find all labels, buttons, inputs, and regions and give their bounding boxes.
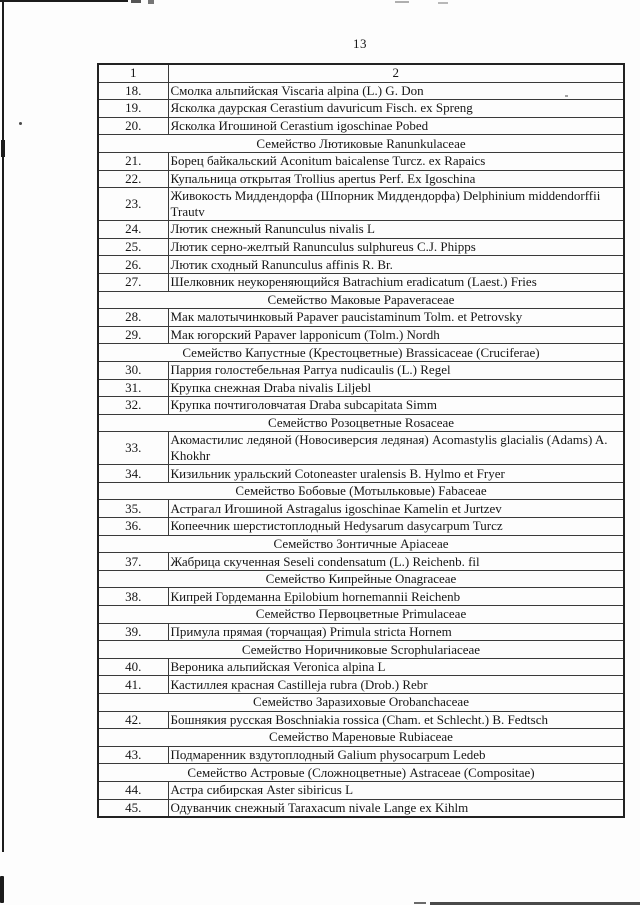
species-name-cell: Крупка почтиголовчатая Draba subcapitata Simm bbox=[168, 397, 624, 415]
species-name-cell: Примула прямая (торчащая) Primula stricta Hornem bbox=[168, 623, 624, 641]
species-row bbox=[98, 465, 624, 483]
species-number-cell: 24. bbox=[98, 221, 168, 239]
species-number-cell: 32. bbox=[98, 397, 168, 415]
family-row bbox=[98, 535, 624, 553]
species-name-cell: Бошнякия русская Boschniakia rossica (Cham. et Schlecht.) B. Fedtsch bbox=[168, 711, 624, 729]
scan-left-edge-blot bbox=[1, 140, 5, 157]
species-name-cell: Мак малотычинковый Papaver paucistaminum Tolm. et Petrovsky bbox=[168, 309, 624, 327]
species-name-cell: Борец байкальский Aconitum baicalense Turcz. ex Rapaics bbox=[168, 152, 624, 170]
species-name-cell: Купальница открытая Trollius apertus Perf. Ex Igoschina bbox=[168, 170, 624, 188]
family-row bbox=[98, 414, 624, 432]
column-header-1: 1 bbox=[98, 64, 168, 82]
species-name-cell: Живокость Миддендорфа (Шпорник Миддендорфа) Delphinium middendorffii Trautv bbox=[168, 188, 624, 221]
species-name-cell: Вероника альпийская Veronica alpina L bbox=[168, 658, 624, 676]
species-number-cell: 22. bbox=[98, 170, 168, 188]
species-number-cell: 30. bbox=[98, 361, 168, 379]
species-row bbox=[98, 711, 624, 729]
species-number-cell: 43. bbox=[98, 746, 168, 764]
species-row bbox=[98, 117, 624, 135]
species-row bbox=[98, 82, 624, 100]
species-number-cell: 38. bbox=[98, 588, 168, 606]
species-row bbox=[98, 152, 624, 170]
species-number-cell: 44. bbox=[98, 781, 168, 799]
family-row bbox=[98, 482, 624, 500]
species-row bbox=[98, 623, 624, 641]
family-header-cell: Семейство Астровые (Сложноцветные) Astraceae (Compositae) bbox=[98, 764, 624, 782]
species-name-cell: Лютик сходный Ranunculus affinis R. Br. bbox=[168, 256, 624, 274]
species-number-cell: 28. bbox=[98, 309, 168, 327]
species-number-cell: 45. bbox=[98, 799, 168, 817]
scan-smudge bbox=[395, 1, 409, 3]
page-number: 13 bbox=[353, 36, 367, 51]
scan-top-edge-line bbox=[0, 0, 128, 2]
scan-top-tick-mark bbox=[148, 0, 154, 4]
family-header-cell: Семейство Маковые Papaveraceae bbox=[98, 291, 624, 309]
scan-speck bbox=[565, 95, 568, 97]
species-row bbox=[98, 518, 624, 536]
species-row bbox=[98, 676, 624, 694]
species-row bbox=[98, 100, 624, 118]
species-name-cell: Кастиллея красная Castilleja rubra (Drob.) Rebr bbox=[168, 676, 624, 694]
family-header-cell: Семейство Заразиховые Orobanchaceae bbox=[98, 694, 624, 712]
species-table bbox=[97, 63, 625, 818]
species-name-cell: Лютик серно-желтый Ranunculus sulphureus C.J. Phipps bbox=[168, 238, 624, 256]
scan-speck bbox=[19, 122, 22, 125]
species-row bbox=[98, 781, 624, 799]
species-number-cell: 36. bbox=[98, 518, 168, 536]
species-number-cell: 34. bbox=[98, 465, 168, 483]
family-row bbox=[98, 694, 624, 712]
species-name-cell: Жабрица скученная Seseli condensatum (L.) Reichenb. fil bbox=[168, 553, 624, 571]
species-number-cell: 41. bbox=[98, 676, 168, 694]
species-name-cell: Астрагал Игошиной Astragalus igoschinae Kamelin et Jurtzev bbox=[168, 500, 624, 518]
species-name-cell: Акомастилис ледяной (Новосиверсия ледяная) Acomastylis glacialis (Adams) A. Khokhr bbox=[168, 432, 624, 465]
family-row bbox=[98, 291, 624, 309]
species-number-cell: 19. bbox=[98, 100, 168, 118]
species-row bbox=[98, 273, 624, 291]
species-name-cell: Мак югорский Papaver lapponicum (Tolm.) Nordh bbox=[168, 326, 624, 344]
species-row bbox=[98, 746, 624, 764]
species-number-cell: 35. bbox=[98, 500, 168, 518]
species-name-cell: Шелковник неукореняющийся Batrachium eradicatum (Laest.) Fries bbox=[168, 273, 624, 291]
scan-top-tick-mark bbox=[131, 0, 141, 3]
species-name-cell: Астра сибирская Aster sibiricus L bbox=[168, 781, 624, 799]
species-row bbox=[98, 553, 624, 571]
family-header-cell: Семейство Мареновые Rubiaceae bbox=[98, 729, 624, 747]
family-header-cell: Семейство Кипрейные Onagraceae bbox=[98, 570, 624, 588]
species-row bbox=[98, 326, 624, 344]
species-row bbox=[98, 361, 624, 379]
family-row bbox=[98, 641, 624, 659]
species-number-cell: 42. bbox=[98, 711, 168, 729]
species-name-cell: Одуванчик снежный Taraxacum nivale Lange ex Kihlm bbox=[168, 799, 624, 817]
species-number-cell: 39. bbox=[98, 623, 168, 641]
family-row bbox=[98, 764, 624, 782]
species-number-cell: 20. bbox=[98, 117, 168, 135]
species-row bbox=[98, 379, 624, 397]
species-row bbox=[98, 256, 624, 274]
species-name-cell: Паррия голостебельная Parrya nudicaulis (L.) Regel bbox=[168, 361, 624, 379]
species-number-cell: 26. bbox=[98, 256, 168, 274]
family-row bbox=[98, 344, 624, 362]
species-number-cell: 37. bbox=[98, 553, 168, 571]
species-number-cell: 31. bbox=[98, 379, 168, 397]
species-name-cell: Кизильник уральский Cotoneaster uralensis B. Hylmo et Fryer bbox=[168, 465, 624, 483]
species-row bbox=[98, 500, 624, 518]
family-header-cell: Семейство Норичниковые Scrophulariaceae bbox=[98, 641, 624, 659]
scan-smudge bbox=[438, 2, 448, 4]
family-row bbox=[98, 729, 624, 747]
species-row bbox=[98, 799, 624, 817]
family-header-cell: Семейство Капустные (Крестоцветные) Brassicaceae (Cruciferae) bbox=[98, 344, 624, 362]
family-header-cell: Семейство Первоцветные Primulaceae bbox=[98, 606, 624, 624]
species-name-cell: Кипрей Гордеманна Epilobium hornemannii Reichenb bbox=[168, 588, 624, 606]
species-row bbox=[98, 170, 624, 188]
species-number-cell: 25. bbox=[98, 238, 168, 256]
species-name-cell: Смолка альпийская Viscaria alpina (L.) G. Don bbox=[168, 82, 624, 100]
column-header-2: 2 bbox=[168, 64, 624, 82]
species-number-cell: 29. bbox=[98, 326, 168, 344]
species-name-cell: Подмаренник вздутоплодный Galium physocarpum Ledeb bbox=[168, 746, 624, 764]
species-name-cell: Ясколка Игошиной Cerastium igoschinae Pobed bbox=[168, 117, 624, 135]
species-number-cell: 40. bbox=[98, 658, 168, 676]
species-number-cell: 27. bbox=[98, 273, 168, 291]
species-row bbox=[98, 221, 624, 239]
species-name-cell: Крупка снежная Draba nivalis Liljebl bbox=[168, 379, 624, 397]
scan-bottom-left-blot bbox=[0, 876, 4, 903]
family-header-cell: Семейство Бобовые (Мотыльковые) Fabaceae bbox=[98, 482, 624, 500]
family-row bbox=[98, 570, 624, 588]
species-row bbox=[98, 309, 624, 327]
species-number-cell: 18. bbox=[98, 82, 168, 100]
species-row bbox=[98, 658, 624, 676]
family-header-cell: Семейство Зонтичные Apiaceae bbox=[98, 535, 624, 553]
species-row bbox=[98, 188, 624, 221]
species-row bbox=[98, 397, 624, 415]
species-name-cell: Лютик снежный Ranunculus nivalis L bbox=[168, 221, 624, 239]
family-row bbox=[98, 135, 624, 153]
species-number-cell: 33. bbox=[98, 432, 168, 465]
species-row bbox=[98, 588, 624, 606]
species-table-body bbox=[98, 64, 624, 817]
species-name-cell: Копеечник шерстистоплодный Hedysarum dasycarpum Turcz bbox=[168, 518, 624, 536]
table-header-row bbox=[98, 64, 624, 82]
species-row bbox=[98, 432, 624, 465]
species-number-cell: 23. bbox=[98, 188, 168, 221]
family-row bbox=[98, 606, 624, 624]
scan-left-edge-line bbox=[2, 0, 4, 852]
species-number-cell: 21. bbox=[98, 152, 168, 170]
family-header-cell: Семейство Розоцветные Rosaceae bbox=[98, 414, 624, 432]
scan-bottom-dash bbox=[414, 902, 426, 904]
species-name-cell: Ясколка даурская Cerastium davuricum Fisch. ex Spreng bbox=[168, 100, 624, 118]
species-row bbox=[98, 238, 624, 256]
family-header-cell: Семейство Лютиковые Ranunkulaceae bbox=[98, 135, 624, 153]
